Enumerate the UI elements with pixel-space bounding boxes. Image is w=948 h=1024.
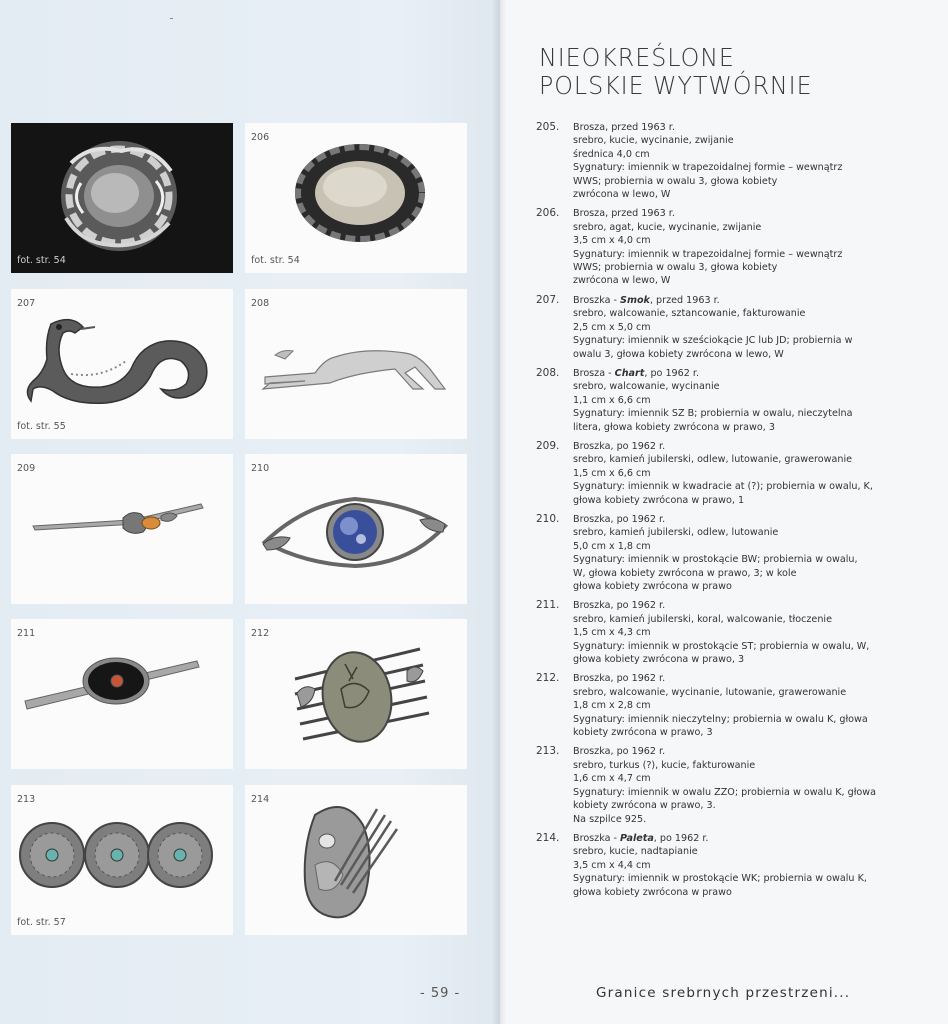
photo-214 (245, 785, 467, 935)
entry-signatures: Sygnatury: imiennik w sześciokącie JC lub JD; probiernia w (573, 335, 853, 347)
entry-number: 211. (536, 599, 560, 612)
entry-title: Brosza, przed 1963 r. (573, 122, 675, 133)
title-name: Paleta (620, 832, 654, 844)
entry-signatures: głowa kobiety zwrócona w prawo, 3 (573, 654, 745, 666)
entry-signatures: zwrócona w lewo, W (573, 275, 671, 287)
entry-number: 207. (536, 293, 560, 306)
photo-reference: fot. str. 55 (17, 421, 66, 432)
entry-signatures: Sygnatury: imiennik w trapezoidalnej formie – wewnątrz (573, 162, 843, 174)
entry-title: Broszka, po 1962 r. (573, 746, 666, 758)
entry-number: 208. (536, 366, 560, 379)
catalog-entry (536, 440, 936, 507)
brooch-205-image (11, 123, 233, 273)
title-suffix: , po 1962 r. (644, 367, 700, 379)
photo-number: 207 (17, 298, 36, 309)
title-suffix: , po 1962 r. (653, 832, 709, 844)
footer-title: Granice srebrnych przestrzeni... (596, 985, 851, 1001)
entry-signatures: kobiety zwrócona w prawo, 3 (573, 727, 713, 739)
entry-signatures: WWS; probiernia w owalu 3, głowa kobiety (573, 262, 778, 274)
entry-materials: srebro, walcowanie, sztancowanie, fakturowanie (573, 308, 806, 320)
entry-title (573, 294, 936, 307)
photo-212 (245, 619, 467, 769)
entry-signatures: owalu 3, głowa kobiety zwrócona w lewo, W (573, 348, 784, 360)
photo-208 (245, 289, 467, 439)
brooch-210-image (245, 454, 467, 604)
brooch-212-image (245, 619, 467, 769)
photo-207 (11, 289, 233, 439)
entry-title: Broszka, po 1962 r. (573, 440, 666, 452)
entry-dimensions: 3,5 cm x 4,4 cm (573, 859, 651, 871)
entry-materials: srebro, agat, kucie, wycinanie, zwijanie (573, 221, 762, 233)
entry-dimensions: 1,1 cm x 6,6 cm (573, 394, 651, 406)
photo-number: 213 (17, 794, 36, 805)
entry-dimensions: 1,8 cm x 2,8 cm (573, 700, 651, 712)
brooch-207-dragon-image (11, 289, 233, 439)
entry-dimensions: 5,0 cm x 1,8 cm (573, 540, 651, 552)
brooch-213-image (11, 785, 233, 935)
title-suffix: , przed 1963 r. (649, 294, 720, 306)
entry-number: 210. (536, 512, 560, 525)
photo-number: 212 (251, 628, 270, 639)
catalog-entry (536, 207, 936, 287)
entry-dimensions: średnica 4,0 cm (573, 148, 650, 160)
catalog-entry (536, 367, 936, 434)
entry-signatures: kobiety zwrócona w prawo, 3. (573, 800, 716, 812)
photo-209 (11, 454, 233, 604)
entry-materials: srebro, kamień jubilerski, odlew, lutowanie (573, 527, 779, 539)
catalog-entry (536, 121, 936, 201)
title-prefix: Broszka - (573, 294, 621, 306)
title-line-2: POLSKIE WYTWÓRNIE (539, 71, 813, 100)
entry-signatures: Sygnatury: imiennik w prostokącie WK; probiernia w owalu K, (573, 873, 867, 885)
entry-title: Broszka, po 1962 r. (573, 673, 666, 685)
photo-211 (11, 619, 233, 769)
photo-number: 208 (251, 298, 270, 309)
entry-signatures: Sygnatury: imiennik w kwadracie at (?); probiernia w owalu, K, (573, 481, 873, 493)
title-prefix: Brosza - (573, 367, 615, 379)
entry-note: Na szpilce 925. (573, 813, 647, 825)
photo-number: 211 (17, 628, 36, 639)
brooch-208-greyhound-image (245, 289, 467, 439)
catalog-entry (536, 672, 936, 739)
entry-materials: srebro, kucie, nadtapianie (573, 846, 698, 858)
entry-title: Brosza, przed 1963 r. (573, 208, 675, 220)
entry-signatures: głowa kobiety zwrócona w prawo (573, 886, 732, 898)
catalog-entry (536, 832, 936, 899)
entry-signatures: zwrócona w lewo, W (573, 189, 671, 201)
title-name: Chart (614, 367, 645, 379)
entry-dimensions: 2,5 cm x 5,0 cm (573, 321, 651, 333)
page-number: - 59 - (420, 986, 461, 1001)
brooch-206-image (245, 123, 467, 273)
book-spine (492, 0, 506, 1024)
entry-dimensions: 1,5 cm x 6,6 cm (573, 467, 651, 479)
catalog-entries (536, 121, 936, 905)
entry-title: Broszka, po 1962 r. (573, 600, 666, 612)
title-line-1: NIEOKREŚLONE (539, 43, 735, 72)
brooch-209-image (11, 454, 233, 604)
photo-reference: fot. str. 57 (17, 917, 66, 928)
entry-number: 206. (536, 207, 560, 220)
page-title (539, 44, 919, 100)
entry-signatures: Sygnatury: imiennik w owalu ZZO; probiernia w owalu K, głowa (573, 786, 877, 798)
scan-mark (170, 18, 173, 19)
entry-signatures: W, głowa kobiety zwrócona w prawo, 3; w kole (573, 567, 797, 579)
entry-title (573, 832, 936, 845)
entry-signatures: Sygnatury: imiennik nieczytelny; probiernia w owalu K, głowa (573, 713, 868, 725)
entry-number: 212. (536, 672, 560, 685)
photo-number: 214 (251, 794, 270, 805)
photo-reference: fot. str. 54 (251, 255, 300, 266)
photo-number: 210 (251, 463, 270, 474)
entry-materials: srebro, kucie, wycinanie, zwijanie (573, 135, 734, 147)
photo-reference: fot. str. 54 (17, 255, 66, 266)
entry-signatures: Sygnatury: imiennik SZ B; probiernia w owalu, nieczytelna (573, 408, 853, 420)
title-prefix: Broszka - (573, 832, 621, 844)
brooch-211-image (11, 619, 233, 769)
entry-materials: srebro, turkus (?), kucie, fakturowanie (573, 759, 756, 771)
entry-signatures: głowa kobiety zwrócona w prawo (573, 581, 732, 592)
entry-title: Broszka, po 1962 r. (573, 513, 666, 525)
entry-number: 214. (536, 831, 560, 844)
entry-signatures: WWS; probiernia w owalu 3, głowa kobiety (573, 175, 778, 187)
photo-210 (245, 454, 467, 604)
entry-title (573, 367, 936, 380)
entry-signatures: głowa kobiety zwrócona w prawo, 1 (573, 494, 745, 506)
photo-number: 206 (251, 132, 270, 143)
entry-signatures: Sygnatury: imiennik w prostokącie ST; probiernia w owalu, W, (573, 640, 870, 652)
entry-dimensions: 3,5 cm x 4,0 cm (573, 235, 651, 247)
catalog-entry (536, 294, 936, 361)
photo-205 (11, 123, 233, 273)
photo-number: 209 (17, 463, 36, 474)
entry-dimensions: 1,5 cm x 4,3 cm (573, 627, 651, 639)
entry-number: 213. (536, 745, 560, 758)
catalog-entry (536, 513, 936, 593)
entry-materials: srebro, kamień jubilerski, koral, walcowanie, tłoczenie (573, 613, 832, 625)
catalog-entry (536, 599, 936, 666)
catalog-entry (536, 745, 936, 825)
photo-213 (11, 785, 233, 935)
entry-signatures: Sygnatury: imiennik w prostokącie BW; probiernia w owalu, (573, 554, 858, 566)
photo-206 (245, 123, 467, 273)
brooch-214-palette-image (245, 785, 467, 935)
entry-signatures: litera, głowa kobiety zwrócona w prawo, 3 (573, 421, 775, 433)
entry-number: 205. (536, 121, 560, 133)
entry-signatures: Sygnatury: imiennik w trapezoidalnej formie – wewnątrz (573, 248, 843, 260)
entry-dimensions: 1,6 cm x 4,7 cm (573, 773, 651, 785)
entry-number: 209. (536, 439, 560, 452)
entry-materials: srebro, walcowanie, wycinanie (573, 381, 720, 393)
entry-materials: srebro, kamień jubilerski, odlew, lutowanie, grawerowanie (573, 454, 853, 466)
title-name: Smok (620, 294, 650, 306)
entry-materials: srebro, walcowanie, wycinanie, lutowanie, grawerowanie (573, 686, 847, 698)
